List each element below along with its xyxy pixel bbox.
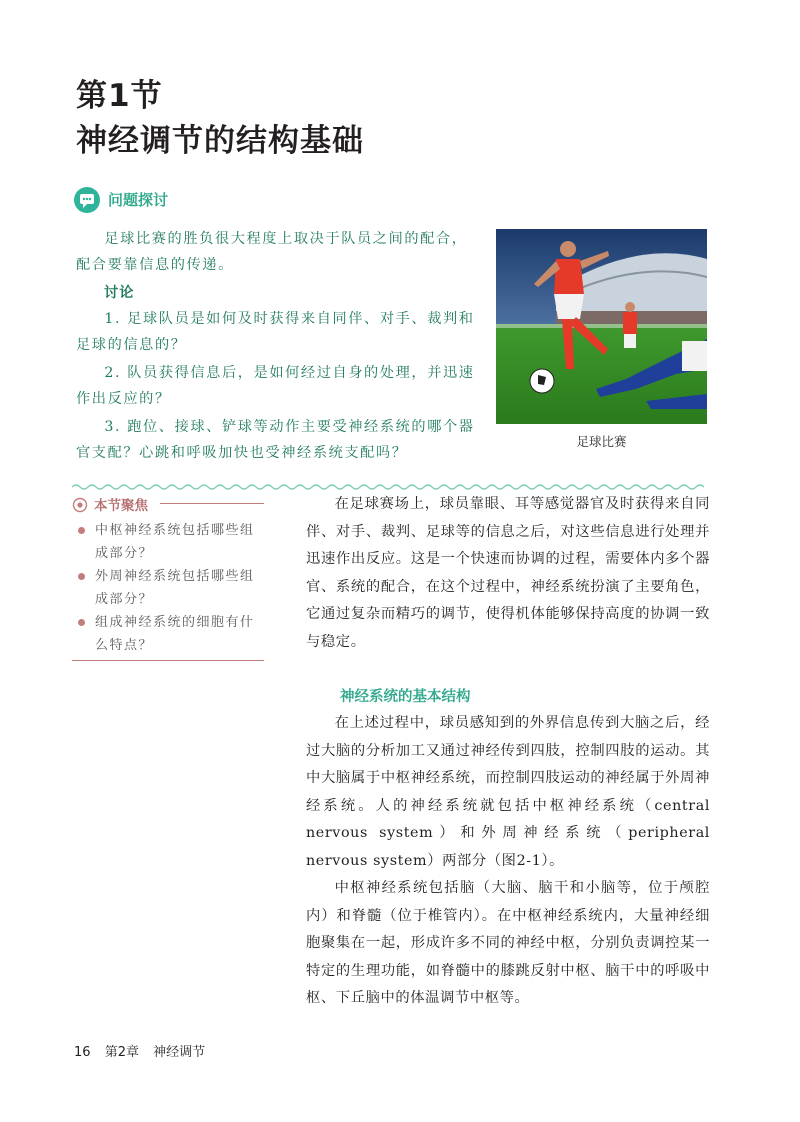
focus-item: 中枢神经系统包括哪些组成部分？: [78, 519, 267, 565]
focus-item: 外周神经系统包括哪些组成部分？: [78, 565, 267, 611]
discuss-label: 讨论: [104, 285, 135, 301]
target-icon: [72, 497, 88, 517]
discussion-intro: 足球比赛的胜负很大程度上取决于队员之间的配合，配合要靠信息的传递。: [76, 231, 468, 273]
body-paragraph-1: 在足球赛场上，球员靠眼、耳等感觉器官及时获得来自同伴、对手、裁判、足球等的信息之后，对这些信息进行处理并迅速作出反应。这是一个快速而协调的过程，需要体内多个器官、系统的配合，在这个过程中，神经系统扮演了主要角色，它通过复杂而精巧的调节，使得机体能够保持高度的协调一致与稳定。: [306, 496, 710, 650]
chapter-title: 神经调节: [153, 1045, 206, 1060]
bullet-icon: [78, 573, 85, 580]
section-number: 第1节: [76, 78, 163, 114]
body-paragraph-2: 在上述过程中，球员感知到的外界信息传到大脑之后，经过大脑的分析加工又通过神经传到四肢，控制四肢的运动。其中大脑属于中枢神经系统，而控制四肢运动的神经属于外周神经系统。人的神经系统就包括中枢神经系统（central nervous system）和外周神经系统（peripheral nervous system）两部分（图2-1）。: [306, 715, 710, 869]
section-heading: 神经系统的基本结构: [340, 689, 471, 705]
chapter-number: 第2章: [104, 1045, 139, 1060]
page-title: 神经调节的结构基础: [76, 123, 364, 159]
page-number: 16: [74, 1045, 91, 1060]
question-1: 1. 足球队员是如何及时获得来自同伴、对手、裁判和足球的信息的？: [76, 311, 475, 353]
question-3: 3. 跑位、接球、铲球等动作主要受神经系统的哪个器官支配？心跳和呼吸加快也受神经系统支配吗？: [76, 419, 475, 461]
page-footer: [74, 1041, 215, 1060]
photo-caption: 足球比赛: [576, 434, 627, 449]
focus-title: 本节聚焦: [94, 498, 148, 514]
question-2: 2. 队员获得信息后，是如何经过自身的处理，并迅速作出反应的？: [76, 365, 475, 407]
body-paragraph-3: 中枢神经系统包括脑（大脑、脑干和小脑等，位于颅腔内）和脊髓（位于椎管内）。在中枢神经系统内，大量神经细胞聚集在一起，形成许多不同的神经中枢，分别负责调控某一特定的生理功能，如脊髓中的膝跳反射中枢、脑干中的呼吸中枢、下丘脑中的体温调节中枢等。: [306, 880, 710, 1006]
focus-rule: [72, 660, 264, 661]
bullet-icon: [78, 619, 85, 626]
bullet-icon: [78, 527, 85, 534]
focus-rule: [160, 503, 264, 504]
discussion-label: 问题探讨: [108, 191, 169, 209]
soccer-match-photo: [496, 229, 707, 424]
chat-bubble-icon: [74, 187, 100, 213]
focus-item: 组成神经系统的细胞有什么特点？: [78, 611, 267, 657]
